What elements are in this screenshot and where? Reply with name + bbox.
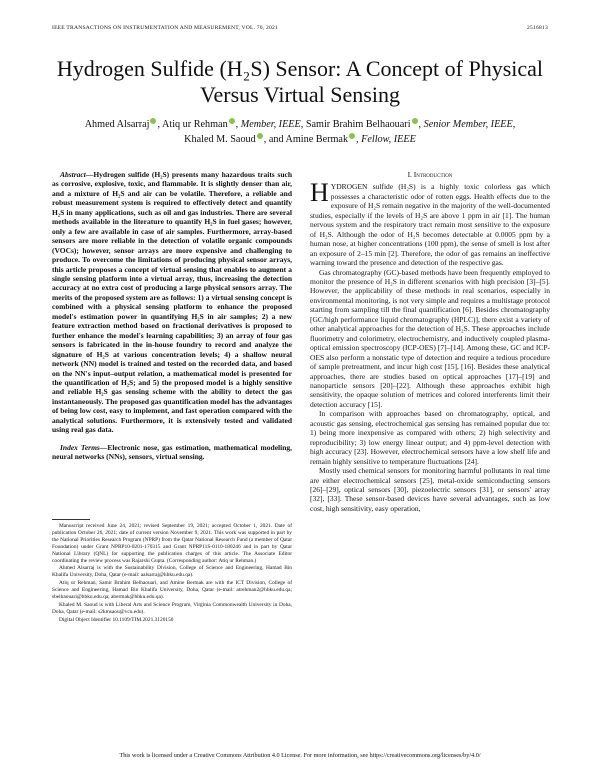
footnote-rule bbox=[52, 519, 90, 520]
license-footer: This work is licensed under a Creative Commons Attribution 4.0 License. For more information, see https://creativecommons.org/licenses/by/4.0/ bbox=[119, 752, 481, 759]
abstract-text: Hydrogen sulfide (H₂S) presents many hazardous traits such as corrosive, explosive, toxic, and flammable. It is slightly denser than air, and a mixture of H₂S and air can be volatile. Therefore, a reliable and robust measurement system is required to effectively detect and quantify H₂S in many applications, such as oil and gas industries. There are several methods available in the literature to quantify H₂S in fuel gases; however, only a few are available in case of air samples. Furthermore, array-based sensors are more reliable in the detection of volatile organic compounds (VOCs); however, sensor arrays are more expensive and challenging to produce. To overcome the limitations of producing physical sensor arrays, this article proposes a concept of virtual sensing that enables to augment a single sensing platform into a virtual array, thus, increasing the detection accuracy at no extra cost of producing a large physical sensors array. The merits of the proposed system are as follows: 1) a virtual sensing concept is combined with a physical sensing platform to enhance the proposed model's estimation power in quantifying H₂S in air samples; 2) a new feature extraction method based on fractional derivatives is proposed to further enhance the model's learning capabilities; 3) an array of four gas sensors is fabricated in the in-house foundry to record and analyze the signature of H₂S at various concentration levels; 4) a shallow neural network (NN) model is trained and tested on the recorded data, and based on the NN's input–output relation, a mathematical model is presented for the quantification of H₂S; and 5) the proposed model is a highly sensitive and reliable H₂S gas sensing scheme with the ability to detect the gas instantaneously. The proposed gas quantification model has the advantages of being low cost, easy to implement, and fast operation compared with the analytical solutions. Furthermore, it is extensively tested and validated using real gas data. bbox=[52, 170, 292, 435]
author-name: Khaled M. Saoud bbox=[184, 134, 256, 145]
article-number: 2516813 bbox=[527, 25, 548, 31]
author-membership: Member, IEEE bbox=[240, 119, 301, 130]
intro-paragraph-1: HYDROGEN sulfide (H₂S) is a highly toxic colorless gas which possesses a characteristic odor of rotten eggs. Health effects due to the exposure of H₂S remain negative in the majority of the well-documented studies, especially if the levels of H₂S are above 1 ppm in air [1]. The human nervous system and the respiratory tract remain most sensitive to the exposure of H₂S. Although the odor of H₂S becomes detectable at 0.0005 ppm by a human nose, at higher concentrations (100 ppm), the sense of smell is lost after an exposure of 2–15 min [2]. Therefore, the odor of gas remains an ineffective warning toward the presence and detection of the respective gas. bbox=[310, 178, 550, 268]
section-heading: I. Introduction bbox=[407, 170, 453, 179]
footnote: Manuscript received June 24, 2021; revised September 19, 2021; accepted October 1, 2021. Date of publication October 26, 2021; date of current version November 9, 2021. This work was supported in part by the National Priorities Research Program (NPRP) from the Qatar National Research Fund (a member of Qatar Foundation) under Grant NPRP10-0201-170315 and Grant NPRP11S-0110-180246 and in part by Qatar National Library (QNL) for supporting the publication charges of this article. The Associate Editor coordinating the review process was Rajarshi Gupta. (Corresponding author: Atiq ur Rehman.) bbox=[52, 523, 292, 564]
author-membership: Senior Member, IEEE, bbox=[423, 119, 516, 130]
author-list bbox=[40, 117, 560, 147]
author-line-1: Ahmed Alsarraj , Atiq ur Rehman , Member, IEEE, Samir Brahim Belhaouari , Senior Member, IEEE, bbox=[84, 119, 516, 130]
paper-title: Hydrogen Sulfide (H₂S) Sensor: A Concept of Physical Versus Virtual Sensing bbox=[56, 56, 544, 107]
footnote: Khaled M. Saoud is with Liberal Arts and Science Program, Virginia Commonwealth University in Doha, Doha, Qatar (e-mail: s2kmsaou@vcu.edu). bbox=[52, 601, 292, 615]
index-terms bbox=[52, 443, 292, 462]
orcid-icon[interactable] bbox=[257, 133, 263, 139]
index-terms-label: Index Terms— bbox=[60, 442, 108, 452]
drop-cap: H bbox=[310, 178, 329, 208]
author-name: Samir Brahim Belhaouari bbox=[305, 119, 411, 130]
running-header bbox=[52, 25, 548, 31]
orcid-icon[interactable] bbox=[150, 118, 156, 124]
author-name: and Amine Bermak bbox=[268, 134, 349, 145]
abstract bbox=[52, 170, 292, 435]
left-column bbox=[52, 170, 292, 462]
author-membership: Fellow, IEEE bbox=[361, 134, 416, 145]
author-name: Atiq ur Rehman bbox=[162, 119, 228, 130]
intro-paragraph-2: Gas chromatography (GC)-based methods have been frequently employed to monitor the presence of H₂S in different scenarios with high precision [3]–[5]. However, the applicability of these methods in real scenarios, especially in environmental monitoring, is not very simple and requires a multistage protocol starting from sampling till the final quantification [6]. Besides chromatography [GC/high performance liquid chromatography (HPLC)], there exist a variety of other analytical approaches for the detection of H₂S. These approaches include fluorimetry and colorimetry, electrochemistry, and inductively coupled plasma-optical emission spectroscopy (ICP-OES) [7]–[14]. Among these, GC and ICP-OES also perform a nonstatic type of detection and require a tedious procedure of sample pretreatment, and incur high cost [15], [16]. Besides these analytical approaches, there are studies based on optical approaches [17]–[19] and nanoparticle sensors [20]–[22]. Although these approaches exhibit high sensitivity, the opaque solution of metrices and colored interferents limit their detection accuracy [15]. bbox=[310, 267, 550, 409]
abstract-label: Abstract— bbox=[60, 170, 94, 179]
footnotes bbox=[52, 519, 292, 625]
author-line-2: Khaled M. Saoud , and Amine Bermak , Fellow, IEEE bbox=[184, 134, 416, 145]
orcid-icon[interactable] bbox=[349, 133, 355, 139]
right-column bbox=[310, 170, 550, 513]
intro-paragraph-3: In comparison with approaches based on chromatography, optical, and acoustic gas sensing, electrochemical gas sensing has remained popular due to: 1) being more inexpensive as compared with others; 2) high selectivity and reproducibility; 3) low energy linear output; and 4) ppm-level detection with high accuracy [23]. However, electrochemical sensors have a low shelf life and remain highly sensitive to temperature fluctuations [24]. bbox=[310, 409, 550, 466]
orcid-icon[interactable] bbox=[412, 118, 418, 124]
footnote: Digital Object Identifier 10.1109/TIM.2021.3120150 bbox=[59, 616, 174, 623]
index-terms-text: Electronic nose, gas estimation, mathematical modeling, neural networks (NNs), sensors, virtual sensing. bbox=[52, 442, 292, 462]
footnote: Ahmed Alsarraj is with the Sustainability Division, College of Science and Engineering, Hamad Bin Khalifa University, Doha, Qatar (e-mail: aalsarraj@hbku.edu.qa). bbox=[52, 565, 292, 579]
intro-paragraph-4: Mostly used chemical sensors for monitoring harmful pollutants in real time are either electrochemical sensors [25], metal-oxide semiconducting sensors [26]–[29], optical sensors [30], piezoelectric sensors [31], or sensors' array [32], [33]. These sensor-based devices have several advantages, such as low cost, high sensitivity, easy operation, bbox=[310, 466, 550, 513]
footnote: Atiq ur Rehman, Samir Brahim Belhaouari, and Amine Bermak are with the ICT Division, College of Science and Engineering, Hamad Bin Khalifa University, Doha, Qatar (e-mail: atrehman2@hbku.edu.qa; sbelhaouari@hbku.edu.qa; abermak@hbku.edu.qa). bbox=[52, 580, 292, 601]
orcid-icon[interactable] bbox=[229, 118, 235, 124]
author-name: Ahmed Alsarraj bbox=[84, 119, 150, 130]
journal-name: IEEE TRANSACTIONS ON INSTRUMENTATION AND MEASUREMENT, VOL. 70, 2021 bbox=[52, 25, 278, 31]
